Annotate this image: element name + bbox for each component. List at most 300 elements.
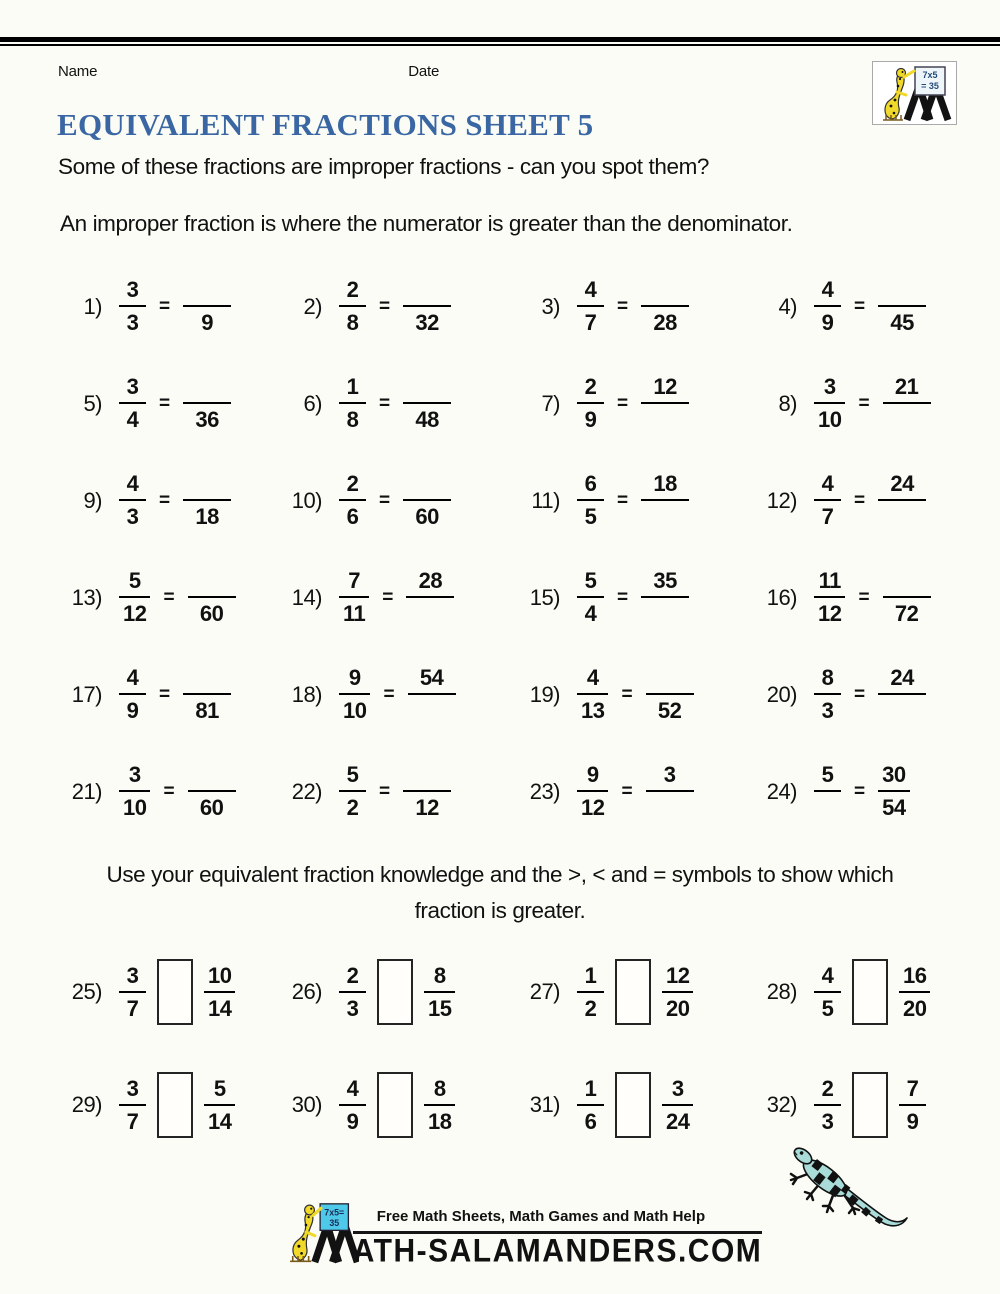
fraction-denominator: 8 [346,407,359,433]
problem [62,355,282,452]
footer-tagline: Free Math Sheets, Math Games and Math Help [353,1208,763,1234]
equals-sign: = [858,392,870,414]
answer-fraction[interactable] [883,565,931,631]
fraction-denominator: 10 [343,698,367,724]
fraction-numerator: 18 [653,470,677,496]
problem-number: 15) [529,584,560,610]
problem [757,258,960,355]
fraction-numerator: 3 [823,373,836,399]
fraction-numerator: 5 [213,1075,226,1101]
fraction-denominator: 3 [346,996,359,1022]
fraction-numerator: 4 [584,276,597,302]
problem-number: 14) [291,584,322,610]
given-fraction [339,565,369,631]
fraction-denominator: 54 [882,795,906,821]
fraction-numerator: 16 [903,962,927,988]
fraction-numerator: 1 [584,962,597,988]
equals-sign: = [163,780,175,802]
answer-blank-denominator[interactable] [666,792,674,824]
comparison-answer-box[interactable] [852,959,888,1025]
problem [62,936,282,1049]
problem [62,452,282,549]
fraction-denominator: 9 [126,698,139,724]
fraction-numerator: 5 [584,567,597,593]
fraction-denominator: 12 [581,795,605,821]
equals-sign: = [159,489,171,511]
equals-sign: = [617,489,629,511]
problem [62,258,282,355]
given-fraction [814,565,845,631]
answer-fraction[interactable] [403,759,451,825]
problem-number: 30) [291,1092,322,1118]
fraction-denominator: 9 [201,310,213,336]
footer-salamander-logo [283,1196,359,1270]
equivalence-problems-grid [0,237,1000,840]
fraction-numerator: 8 [433,962,446,988]
equals-sign: = [159,295,171,317]
subtitle: Some of these fractions are improper fractions - can you spot them? [58,154,710,179]
given-fraction [814,960,841,1026]
fraction-numerator: 4 [586,664,599,690]
fraction-numerator: 6 [584,470,597,496]
answer-blank-denominator[interactable] [426,598,434,630]
problem-number: 3) [541,293,560,319]
fraction-numerator: 7 [906,1075,919,1101]
problem [62,549,282,646]
equals-sign: = [854,780,866,802]
problem [520,936,757,1049]
problem [282,743,520,840]
answer-fraction[interactable] [183,662,231,728]
answer-fraction[interactable] [188,565,236,631]
answer-blank-numerator[interactable] [203,468,211,499]
answer-fraction[interactable] [641,468,689,534]
problem [282,258,520,355]
given-fraction [204,960,235,1026]
fraction-denominator: 36 [195,407,219,433]
problem [282,549,520,646]
fraction-denominator: 13 [581,698,605,724]
fraction-numerator: 12 [653,373,677,399]
problem-number: 16) [766,584,797,610]
problem [62,646,282,743]
fraction-numerator: 3 [663,761,676,787]
equals-sign: = [617,295,629,317]
equals-sign: = [854,683,866,705]
fraction-numerator: 8 [821,664,834,690]
problem-number: 5) [83,390,102,416]
problem [520,452,757,549]
problem [282,936,520,1049]
comparison-answer-box[interactable] [615,959,651,1025]
problem [520,355,757,452]
problem [282,1049,520,1162]
comparison-problems-grid [0,930,1000,1162]
fraction-numerator: 24 [890,664,914,690]
comparison-answer-box[interactable] [377,1072,413,1138]
name-label: Name [58,63,98,80]
answer-blank-numerator[interactable] [423,759,431,790]
fraction-numerator: 9 [586,761,599,787]
given-fraction [577,960,604,1026]
fraction-denominator: 14 [208,996,232,1022]
fraction-denominator: 52 [657,698,682,724]
page-title: EQUIVALENT FRACTIONS SHEET 5 [57,107,594,142]
given-fraction [814,274,841,340]
equals-sign: = [621,683,633,705]
answer-blank-numerator[interactable] [423,371,431,402]
fraction-numerator: 54 [419,664,444,690]
problem-number: 4) [778,293,797,319]
problem [757,355,960,452]
fraction-numerator: 7 [348,567,360,593]
footer-wordmark: ATH-SALAMANDERS.COM [352,1233,763,1269]
fraction-denominator: 5 [584,504,597,530]
fraction-numerator: 4 [821,962,834,988]
top-border-rule [0,37,1000,46]
fraction-numerator: 3 [126,276,139,302]
fraction-denominator: 4 [584,601,597,627]
fraction-numerator: 24 [890,470,914,496]
given-fraction [814,1073,841,1139]
answer-blank-numerator[interactable] [666,662,674,693]
fraction-denominator: 9 [821,310,834,336]
answer-fraction[interactable] [878,274,926,340]
problem-number: 28) [766,979,797,1005]
problem-number: 21) [71,778,102,804]
comparison-instruction [0,857,1000,930]
fraction-denominator: 7 [126,1109,139,1135]
fraction-numerator: 35 [653,567,677,593]
answer-fraction [878,759,909,825]
problem-number: 27) [529,979,560,1005]
fraction-numerator: 2 [346,470,359,496]
answer-fraction[interactable] [646,662,694,728]
fraction-denominator: 9 [906,1109,919,1135]
fraction-denominator: 60 [199,601,224,627]
given-fraction [119,565,150,631]
comparison-instruction-line1: Use your equivalent fraction knowledge and the >, < and = symbols to show which [106,862,894,887]
equals-sign: = [163,586,175,608]
problem-number: 23) [529,778,560,804]
problem-number: 22) [291,778,322,804]
fraction-numerator: 4 [126,664,139,690]
answer-fraction[interactable] [641,371,689,437]
fraction-denominator: 3 [126,504,139,530]
fraction-denominator: 2 [346,795,359,821]
fraction-numerator: 2 [584,373,597,399]
given-fraction [424,1073,455,1139]
comparison-answer-box[interactable] [157,959,193,1025]
answer-blank-numerator[interactable] [203,371,211,402]
problem [62,743,282,840]
fraction-denominator: 6 [584,1109,597,1135]
answer-fraction[interactable] [641,274,689,340]
equals-sign: = [379,489,391,511]
fraction-denominator: 3 [821,1109,834,1135]
given-fraction [119,371,146,437]
given-fraction [119,759,150,825]
footer [0,1196,1000,1270]
answer-fraction[interactable] [403,371,451,437]
problem-number: 13) [71,584,102,610]
given-fraction [814,371,845,437]
answer-blank-denominator[interactable] [824,792,832,824]
problem [282,452,520,549]
fraction-numerator: 11 [818,567,841,593]
fraction-numerator: 3 [126,962,139,988]
fraction-numerator: 2 [346,962,359,988]
fraction-denominator: 60 [415,504,439,530]
fraction-numerator: 8 [433,1075,446,1101]
problem-number: 25) [71,979,102,1005]
fraction-denominator: 7 [821,504,834,530]
fraction-denominator: 10 [123,795,147,821]
fraction-denominator: 32 [415,310,439,336]
answer-fraction[interactable] [878,662,926,728]
problem [520,1049,757,1162]
fraction-denominator: 6 [346,504,359,530]
fraction-denominator: 81 [195,698,219,724]
board-text-line1: 7x5 [922,70,938,80]
fraction-denominator: 12 [415,795,439,821]
problem-number: 24) [766,778,797,804]
fraction-denominator: 45 [890,310,914,336]
fraction-denominator: 48 [415,407,439,433]
fraction-denominator: 18 [195,504,219,530]
answer-blank-denominator[interactable] [903,404,911,436]
problem [757,452,960,549]
answer-fraction[interactable] [646,759,694,825]
given-fraction [339,759,366,825]
fraction-denominator: 18 [428,1109,452,1135]
fraction-denominator: 4 [126,407,139,433]
given-fraction [577,759,608,825]
equals-sign: = [379,295,391,317]
fraction-denominator: 15 [428,996,452,1022]
answer-blank-denominator[interactable] [661,404,669,436]
answer-blank-denominator[interactable] [898,695,906,727]
footer-board-line1: 7x5= [324,1207,344,1218]
equals-sign: = [159,683,171,705]
fraction-denominator: 3 [126,310,139,336]
fraction-numerator: 3 [126,1075,139,1101]
equals-sign: = [383,683,395,705]
answer-blank-numerator[interactable] [203,662,211,693]
problem-number: 8) [778,390,797,416]
given-fraction [119,274,146,340]
answer-fraction[interactable] [641,565,689,631]
equals-sign: = [159,392,171,414]
fraction-denominator: 20 [666,996,690,1022]
comparison-answer-box[interactable] [157,1072,193,1138]
problem [62,1049,282,1162]
answer-blank-numerator[interactable] [661,274,669,305]
fraction-numerator: 28 [418,567,443,593]
given-fraction [577,1073,604,1139]
problem-number: 32) [766,1092,797,1118]
given-fraction [814,662,841,728]
fraction-numerator: 21 [894,373,919,399]
fraction-denominator: 8 [346,310,359,336]
problem-number: 2) [303,293,322,319]
problem-number: 6) [303,390,322,416]
given-fraction [339,662,370,728]
given-fraction [339,371,366,437]
answer-blank-denominator[interactable] [898,501,906,533]
answer-blank-numerator[interactable] [208,759,216,790]
fraction-denominator: 28 [653,310,677,336]
fraction-numerator: 4 [126,470,139,496]
problem [520,549,757,646]
fraction-numerator: 2 [346,276,359,302]
improper-fraction-note: An improper fraction is where the numerator is greater than the denominator. [60,211,793,236]
board-text-line2: = 35 [921,81,939,91]
problem [520,646,757,743]
equals-sign: = [854,295,866,317]
answer-blank-denominator[interactable] [661,501,669,533]
fraction-denominator: 12 [818,601,842,627]
problem-number: 10) [291,487,322,513]
given-fraction [577,662,608,728]
fraction-numerator: 3 [128,761,141,787]
answer-blank-numerator[interactable] [423,274,431,305]
problem-number: 29) [71,1092,102,1118]
fraction-denominator: 7 [584,310,597,336]
given-fraction [424,960,455,1026]
problem [282,355,520,452]
date-label: Date [408,63,440,80]
answer-blank-numerator[interactable] [423,468,431,499]
fraction-numerator: 10 [208,962,232,988]
problem-number: 11) [531,487,560,513]
fraction-numerator: 1 [584,1075,597,1101]
equals-sign: = [379,392,391,414]
answer-fraction[interactable] [878,468,926,534]
comparison-answer-box[interactable] [377,959,413,1025]
given-fraction [899,960,930,1026]
given-fraction [577,371,604,437]
problem-number: 1) [83,293,102,319]
fraction-denominator: 60 [199,795,224,821]
name-date-row [0,46,1000,80]
fraction-denominator: 10 [818,407,842,433]
salamander-writing-icon [873,62,956,124]
fraction-numerator: 4 [346,1075,359,1101]
fraction-denominator: 3 [821,698,834,724]
given-fraction [662,1073,693,1139]
problem [282,646,520,743]
equals-sign: = [854,489,866,511]
answer-fraction[interactable] [183,468,231,534]
equals-sign: = [382,586,394,608]
fraction-denominator: 11 [343,601,366,627]
answer-fraction[interactable] [188,759,236,825]
fraction-numerator: 5 [128,567,141,593]
equals-sign: = [621,780,633,802]
answer-fraction[interactable] [883,371,931,437]
problem [520,743,757,840]
given-fraction [662,960,693,1026]
problem [757,549,960,646]
problem [520,258,757,355]
given-fraction[interactable] [814,759,841,825]
equals-sign: = [379,780,391,802]
answer-fraction[interactable] [403,274,451,340]
given-fraction [577,565,604,631]
equals-sign: = [617,586,629,608]
fraction-numerator: 3 [126,373,139,399]
problem-number: 20) [766,681,797,707]
problem-number: 9) [83,487,102,513]
fraction-numerator: 12 [666,962,690,988]
given-fraction [339,960,366,1026]
answer-fraction[interactable] [408,662,456,728]
fraction-denominator: 14 [208,1109,232,1135]
problem-number: 19) [529,681,560,707]
answer-blank-denominator[interactable] [428,695,436,727]
answer-fraction[interactable] [183,371,231,437]
fraction-denominator: 72 [894,601,919,627]
answer-blank-numerator[interactable] [903,565,911,596]
problem [757,743,960,840]
answer-blank-denominator[interactable] [661,598,669,630]
problem-number: 31) [529,1092,560,1118]
fraction-denominator: 20 [903,996,927,1022]
fraction-denominator: 12 [123,601,147,627]
given-fraction [119,662,146,728]
problem-number: 7) [541,390,560,416]
given-fraction [814,468,841,534]
answer-blank-numerator[interactable] [898,274,906,305]
given-fraction [339,468,366,534]
fraction-numerator: 4 [821,276,834,302]
answer-fraction[interactable] [183,274,231,340]
problem-number: 18) [291,681,322,707]
given-fraction [204,1073,235,1139]
answer-fraction[interactable] [406,565,454,631]
given-fraction [119,960,146,1026]
comparison-answer-box[interactable] [615,1072,651,1138]
fraction-denominator: 9 [584,407,597,433]
given-fraction [339,274,366,340]
given-fraction [577,274,604,340]
answer-blank-numerator[interactable] [208,565,216,596]
comparison-answer-box[interactable] [852,1072,888,1138]
equals-sign: = [617,392,629,414]
problem [757,936,960,1049]
fraction-numerator: 30 [882,761,906,787]
corner-logo [872,61,957,125]
given-fraction [899,1073,926,1139]
fraction-numerator: 5 [821,761,834,787]
fraction-numerator: 3 [671,1075,684,1101]
given-fraction [119,468,146,534]
fraction-denominator: 9 [346,1109,359,1135]
fraction-denominator: 7 [126,996,139,1022]
fraction-denominator: 2 [584,996,597,1022]
given-fraction [339,1073,366,1139]
equals-sign: = [858,586,870,608]
answer-blank-numerator[interactable] [203,274,211,305]
fraction-numerator: 1 [346,373,359,399]
fraction-numerator: 2 [821,1075,834,1101]
problem-number: 12) [766,487,797,513]
comparison-instruction-line2: fraction is greater. [414,898,586,924]
fraction-numerator: 5 [346,761,359,787]
fraction-denominator: 24 [666,1109,690,1135]
answer-fraction[interactable] [403,468,451,534]
